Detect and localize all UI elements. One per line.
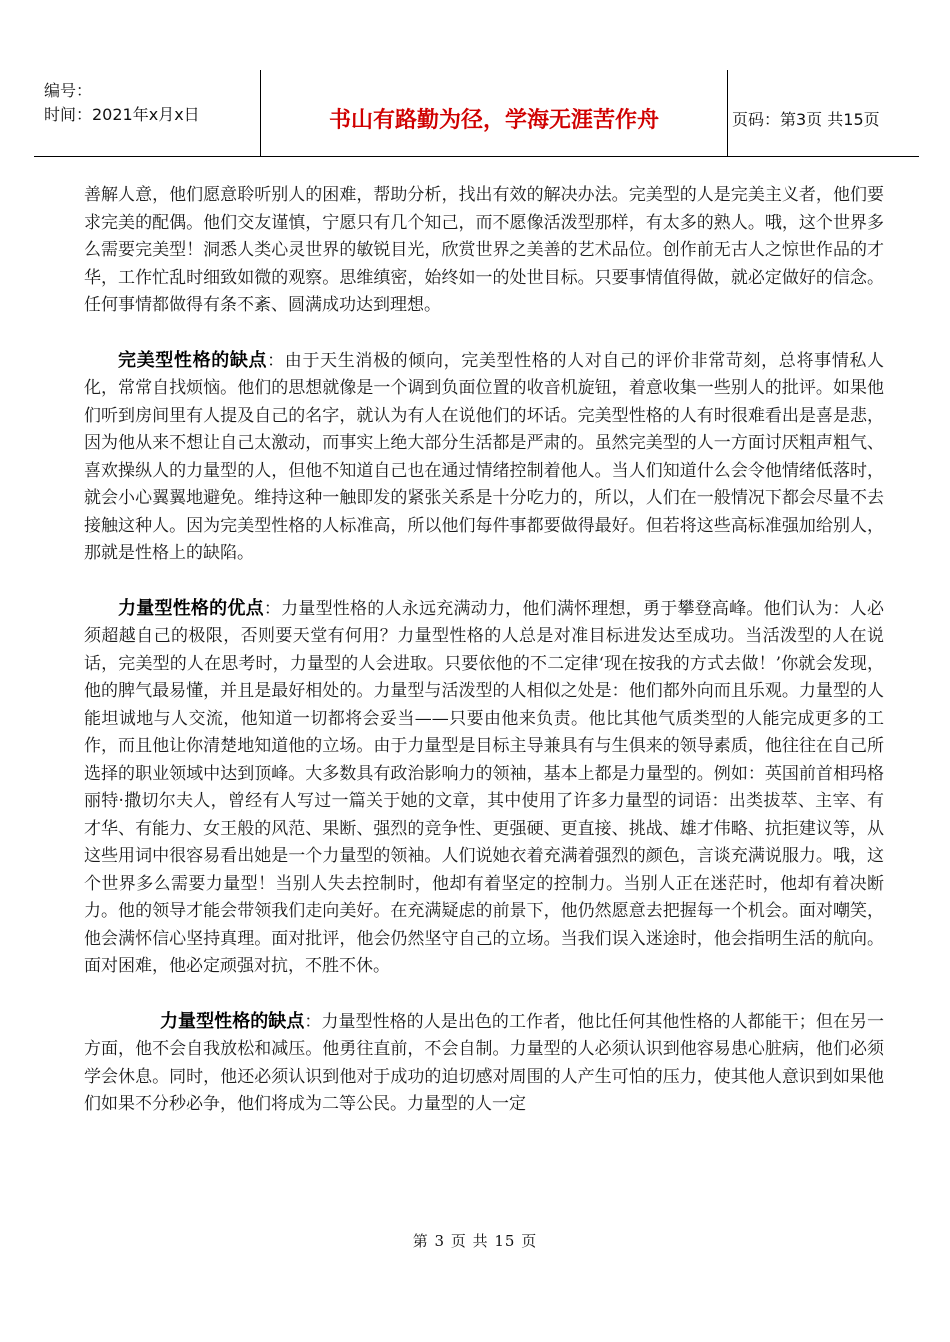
page-header — [34, 70, 919, 157]
section-heading: 完美型性格的缺点 — [118, 349, 268, 371]
header-meta-cell — [34, 70, 260, 156]
document-number-label: 编号： — [44, 81, 93, 100]
document-body — [84, 182, 884, 1146]
paragraph-text: ：由于天生消极的倾向，完美型性格的人对自己的评价非常苛刻，总将事情私人化，常常自找烦恼。他们的思想就像是一个调到负面位置的收音机旋钮，着意收集一些别人的批评。如果他们听到房间里有人提及自己的名字，就认为有人在说他们的坏话。完美型性格的人有时很难看出是喜是悲，因为他从来不想让自己太激动，而事实上绝大部分生活都是严肃的。虽然完美型的人一方面讨厌粗声粗气、喜欢操纵人的力量型的人，但他不知道自己也在通过情绪控制着他人。当人们知道什么会令他情绪低落时，就会小心翼翼地避免。维持这种一触即发的紧张关系是十分吃力的，所以，人们在一般情况下都会尽量不去接触这种人。因为完美型性格的人标准高，所以他们每件事都要做得最好。但若将这些高标准强加给别人，那就是性格上的缺陷。 — [84, 350, 885, 563]
header-page-info: 页码：第3页 共15页 — [732, 110, 880, 129]
paragraph-perfect-weaknesses — [84, 347, 884, 568]
document-date-label: 时间：2021年x月x日 — [44, 105, 200, 124]
paragraph-powerful-weaknesses — [84, 1008, 884, 1119]
page-footer: 第 3 页 共 15 页 — [412, 1232, 538, 1250]
paragraph-perfect-strengths-continued — [84, 182, 884, 320]
header-motto-cell — [260, 70, 728, 156]
section-heading: 力量型性格的缺点 — [160, 1010, 305, 1032]
header-page-cell — [728, 70, 919, 156]
paragraph-text: 善解人意，他们愿意聆听别人的困难，帮助分析，找出有效的解决办法。完美型的人是完美主义者，他们要求完美的配偶。他们交友谨慎，宁愿只有几个知己，而不愿像活泼型那样，有太多的熟人。哦，这个世界多么需要完美型！洞悉人类心灵世界的敏锐目光，欣赏世界之美善的艺术品位。创作前无古人之惊世作品的才华，工作忙乱时细致如微的观察。思维缜密，始终如一的处世目标。只要事情值得做，就必定做好的信念。任何事情都做得有条不紊、圆满成功达到理想。 — [84, 185, 884, 315]
section-heading: 力量型性格的优点 — [118, 597, 264, 619]
paragraph-text: ：力量型性格的人永远充满动力，他们满怀理想，勇于攀登高峰。他们认为：人必须超越自己的极限，否则要天堂有何用？力量型性格的人总是对准目标进发达至成功。当活泼型的人在说话，完美型的人在思考时，力量型的人会进取。只要依他的不二定律‘现在按我的方式去做！’你就会发现，他的脾气最易懂，并且是最好相处的。力量型与活泼型的人相似之处是：他们都外向而且乐观。力量型的人能坦诚地与人交流，他知道一切都将会妥当——只要由他来负责。他比其他气质类型的人能完成更多的工作，而且他让你清楚地知道他的立场。由于力量型是目标主导兼具有与生俱来的领导素质，他往往在自己所选择的职业领域中达到顶峰。大多数具有政治影响力的领袖，基本上都是力量型的。例如：英国前首相玛格丽特·撒切尔夫人，曾经有人写过一篇关于她的文章，其中使用了许多力量型的词语：出类拔萃、主宰、有才华、有能力、女王般的风范、果断、强烈的竞争性、更强硬、更直接、挑战、雄才伟略、抗拒建议等，从这些用词中很容易看出她是一个力量型的领袖。人们说她衣着充满着强烈的颜色，言谈充满说服力。哦，这个世界多么需要力量型！当别人失去控制时，他却有着坚定的控制力。当别人正在迷茫时，他却有着决断力。他的领导才能会带领我们走向美好。在充满疑虑的前景下，他仍然愿意去把握每一个机会。面对嘲笑，他会满怀信心坚持真理。面对批评，他会仍然坚守自己的立场。当我们误入迷途时，他会指明生活的航向。面对困难，他必定顽强对抗，不胜不休。 — [84, 598, 885, 976]
header-motto: 书山有路勤为径，学海无涯苦作舟 — [328, 108, 659, 133]
paragraph-powerful-strengths — [84, 595, 884, 981]
paragraph-text: ：力量型性格的人是出色的工作者，他比任何其他性格的人都能干；但在另一方面，他不会自我放松和减压。他勇往直前，不会自制。力量型的人必须认识到他容易患心脏病，他们必须学会休息。同时，他还必须认识到他对于成功的迫切感对周围的人产生可怕的压力，使其他人意识到如果他们如果不分秒必争，他们将成为二等公民。力量型的人一定 — [84, 1011, 884, 1114]
